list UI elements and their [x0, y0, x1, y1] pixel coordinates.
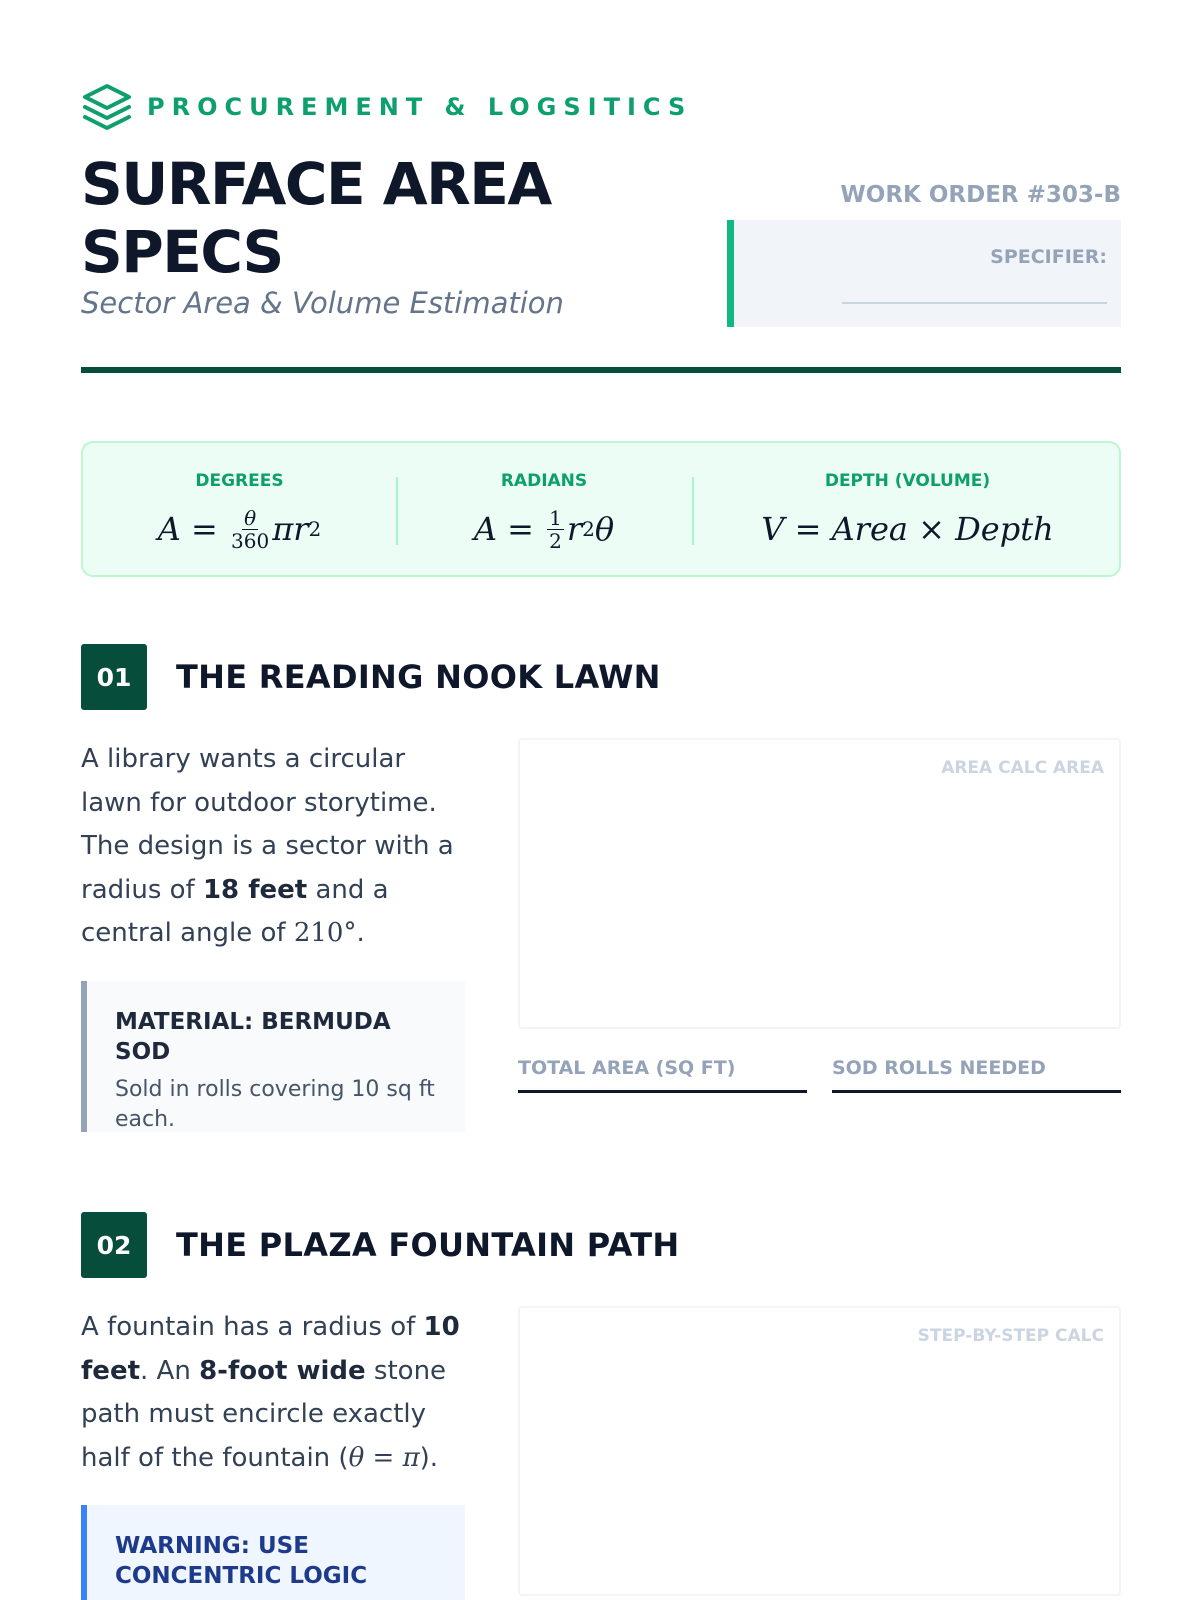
- specifier-box: [727, 220, 1121, 327]
- problem-text: A library wants a circular lawn for outdoor storytime. The design is a sector with a radius of 18 feet and a central angle of 210°.: [81, 744, 454, 948]
- answer-label: TOTAL AREA (SQ FT): [518, 1057, 736, 1079]
- work-order-number: WORK ORDER #303-B: [840, 182, 1121, 208]
- formula-degrees: [83, 443, 396, 575]
- section-number: 01: [81, 644, 147, 710]
- note-title: MATERIAL: BERMUDA SOD: [115, 1009, 391, 1065]
- section-title: THE READING NOOK LAWN: [176, 658, 661, 696]
- material-note: [81, 981, 465, 1132]
- answer-label: SOD ROLLS NEEDED: [832, 1057, 1046, 1079]
- page-title: [81, 150, 551, 286]
- page-title-line-2: SPECS: [81, 218, 283, 286]
- header-divider: [81, 367, 1121, 373]
- formula-volume-expression: V = Area × Depth: [761, 510, 1054, 548]
- total-area-answer-field[interactable]: [518, 1057, 807, 1093]
- layers-icon: [81, 82, 133, 132]
- formula-label-radians: RADIANS: [500, 471, 588, 491]
- specifier-input-line[interactable]: [842, 302, 1107, 304]
- problem-text: A fountain has a radius of 10 feet. An 8-foot wide stone path must encircle exactly half of the fountain (θ = π).: [81, 1312, 460, 1473]
- sod-rolls-answer-field[interactable]: [832, 1057, 1121, 1093]
- formula-radians: [396, 443, 692, 575]
- work-area[interactable]: [518, 1306, 1121, 1596]
- page-subtitle: Sector Area & Volume Estimation: [81, 286, 564, 320]
- formula-label-volume: DEPTH (VOLUME): [824, 471, 991, 491]
- work-area-label: AREA CALC AREA: [941, 758, 1104, 778]
- work-area-label: STEP-BY-STEP CALC: [917, 1326, 1104, 1346]
- formula-radians-expression: A = $\frac{1}{2}$ r 2 θ: [473, 505, 615, 553]
- formula-reference: [81, 441, 1121, 577]
- section-title: THE PLAZA FOUNTAIN PATH: [176, 1226, 680, 1264]
- formula-volume: [692, 443, 1123, 575]
- worksheet-page: [81, 0, 1121, 1600]
- section-number: 02: [81, 1212, 147, 1278]
- work-area[interactable]: [518, 738, 1121, 1029]
- note-title: WARNING: USE CONCENTRIC LOGIC: [115, 1533, 368, 1589]
- formula-label-degrees: DEGREES: [195, 471, 284, 491]
- brand-name: PROCUREMENT & LOGSITICS: [147, 93, 693, 121]
- page-title-line-1: SURFACE AREA: [81, 150, 551, 218]
- brand: [81, 82, 692, 132]
- specifier-label: SPECIFIER:: [990, 246, 1107, 268]
- warning-note: [81, 1505, 465, 1600]
- formula-degrees-expression: A = $\frac{\theta}{360}$ πr 2: [157, 505, 322, 553]
- note-body: Sold in rolls covering 10 sq ft each.: [115, 1077, 435, 1132]
